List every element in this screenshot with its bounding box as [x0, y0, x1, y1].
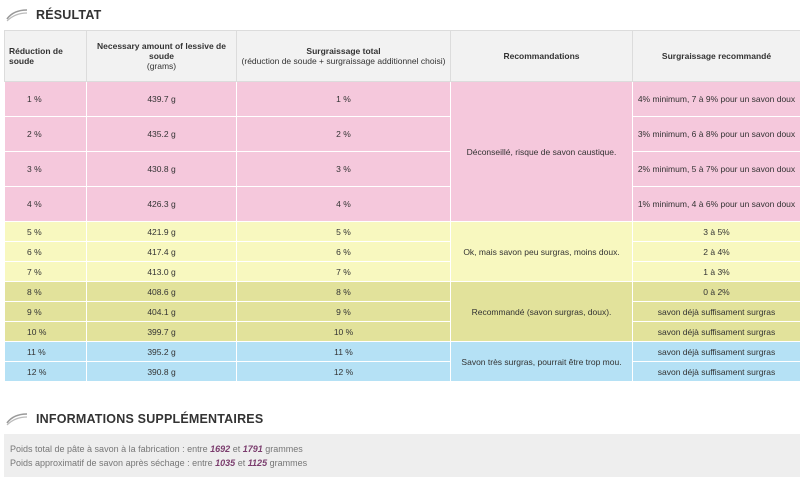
table-row [5, 342, 800, 362]
info-line1-min: 1692 [210, 444, 231, 454]
info-title: INFORMATIONS SUPPLÉMENTAIRES [36, 412, 264, 426]
cell-amount: 439.7 g [87, 82, 237, 117]
cell-recommended: savon déjà suffisament surgras [633, 362, 800, 382]
feather-icon [6, 8, 28, 22]
info-line1-suffix: grammes [265, 444, 303, 454]
col-header-total-sub: (réduction de soude + surgraissage additionnel choisi) [241, 56, 446, 66]
cell-total: 7 % [237, 262, 451, 282]
cell-recommendation-pink: Déconseillé, risque de savon caustique. [451, 82, 633, 222]
cell-total: 12 % [237, 362, 451, 382]
cell-amount: 421.9 g [87, 222, 237, 242]
cell-amount: 408.6 g [87, 282, 237, 302]
col-header-amount-label: Necessary amount of lessive de soude [97, 41, 226, 61]
cell-amount: 417.4 g [87, 242, 237, 262]
info-section-header [0, 404, 800, 434]
cell-recommended: savon déjà suffisament surgras [633, 342, 800, 362]
cell-amount: 413.0 g [87, 262, 237, 282]
cell-amount: 390.8 g [87, 362, 237, 382]
table-row [5, 262, 800, 282]
feather-icon [6, 412, 28, 426]
cell-reduction: 1 % [5, 82, 87, 117]
result-section-header [0, 0, 800, 30]
cell-total: 10 % [237, 322, 451, 342]
col-header-amount-sub: (grams) [146, 61, 177, 71]
cell-amount: 404.1 g [87, 302, 237, 322]
cell-total: 3 % [237, 152, 451, 187]
cell-recommendation-yellow: Ok, mais savon peu surgras, moins doux. [451, 222, 633, 282]
result-table-container [4, 30, 800, 382]
cell-recommended: 3 à 5% [633, 222, 800, 242]
cell-recommended: 3% minimum, 6 à 8% pour un savon doux [633, 117, 800, 152]
table-row [5, 82, 800, 117]
table-row [5, 187, 800, 222]
cell-recommended: 2 à 4% [633, 242, 800, 262]
cell-recommended: 4% minimum, 7 à 9% pour un savon doux [633, 82, 800, 117]
cell-reduction: 2 % [5, 117, 87, 152]
table-row [5, 242, 800, 262]
col-header-total [237, 31, 451, 82]
cell-total: 1 % [237, 82, 451, 117]
cell-amount: 435.2 g [87, 117, 237, 152]
cell-amount: 426.3 g [87, 187, 237, 222]
cell-total: 9 % [237, 302, 451, 322]
cell-total: 8 % [237, 282, 451, 302]
cell-recommended: 1% minimum, 4 à 6% pour un savon doux [633, 187, 800, 222]
info-box [4, 434, 800, 477]
cell-reduction: 8 % [5, 282, 87, 302]
info-line2-mid: et [237, 458, 246, 468]
info-line-total-weight [10, 444, 303, 454]
table-row [5, 117, 800, 152]
table-row [5, 222, 800, 242]
result-title: RÉSULTAT [36, 8, 102, 22]
cell-recommended: 2% minimum, 5 à 7% pour un savon doux [633, 152, 800, 187]
cell-recommended: savon déjà suffisament surgras [633, 302, 800, 322]
info-line2-max: 1125 [247, 458, 268, 468]
cell-reduction: 4 % [5, 187, 87, 222]
col-header-reduction: Réduction de soude [5, 31, 87, 82]
cell-recommended: 1 à 3% [633, 262, 800, 282]
table-row [5, 362, 800, 382]
table-row [5, 152, 800, 187]
info-line2-suffix: grammes [269, 458, 308, 468]
cell-recommendation-olive: Recommandé (savon surgras, doux). [451, 282, 633, 342]
cell-reduction: 10 % [5, 322, 87, 342]
cell-recommended: savon déjà suffisament surgras [633, 322, 800, 342]
cell-total: 4 % [237, 187, 451, 222]
table-header-row [5, 31, 800, 82]
col-header-recommendations: Recommandations [451, 31, 633, 82]
info-line2-prefix: Poids approximatif de savon après séchage : entre [10, 458, 213, 468]
table-row [5, 322, 800, 342]
cell-recommended: 0 à 2% [633, 282, 800, 302]
cell-reduction: 11 % [5, 342, 87, 362]
cell-total: 6 % [237, 242, 451, 262]
cell-total: 11 % [237, 342, 451, 362]
info-line-dry-weight [10, 458, 307, 468]
cell-amount: 430.8 g [87, 152, 237, 187]
col-header-amount [87, 31, 237, 82]
info-line1-prefix: Poids total de pâte à savon à la fabrication : entre [10, 444, 208, 454]
cell-reduction: 6 % [5, 242, 87, 262]
cell-amount: 399.7 g [87, 322, 237, 342]
info-line1-mid: et [232, 444, 241, 454]
info-line1-max: 1791 [242, 444, 263, 454]
cell-reduction: 3 % [5, 152, 87, 187]
info-line2-min: 1035 [215, 458, 236, 468]
col-header-recommended-fat: Surgraissage recommandé [633, 31, 800, 82]
table-row [5, 302, 800, 322]
result-table [4, 30, 800, 382]
cell-reduction: 7 % [5, 262, 87, 282]
cell-reduction: 9 % [5, 302, 87, 322]
col-header-total-label: Surgraissage total [306, 46, 381, 56]
cell-recommendation-blue: Savon très surgras, pourrait être trop mou. [451, 342, 633, 382]
cell-reduction: 12 % [5, 362, 87, 382]
cell-total: 5 % [237, 222, 451, 242]
cell-reduction: 5 % [5, 222, 87, 242]
cell-total: 2 % [237, 117, 451, 152]
table-row [5, 282, 800, 302]
cell-amount: 395.2 g [87, 342, 237, 362]
